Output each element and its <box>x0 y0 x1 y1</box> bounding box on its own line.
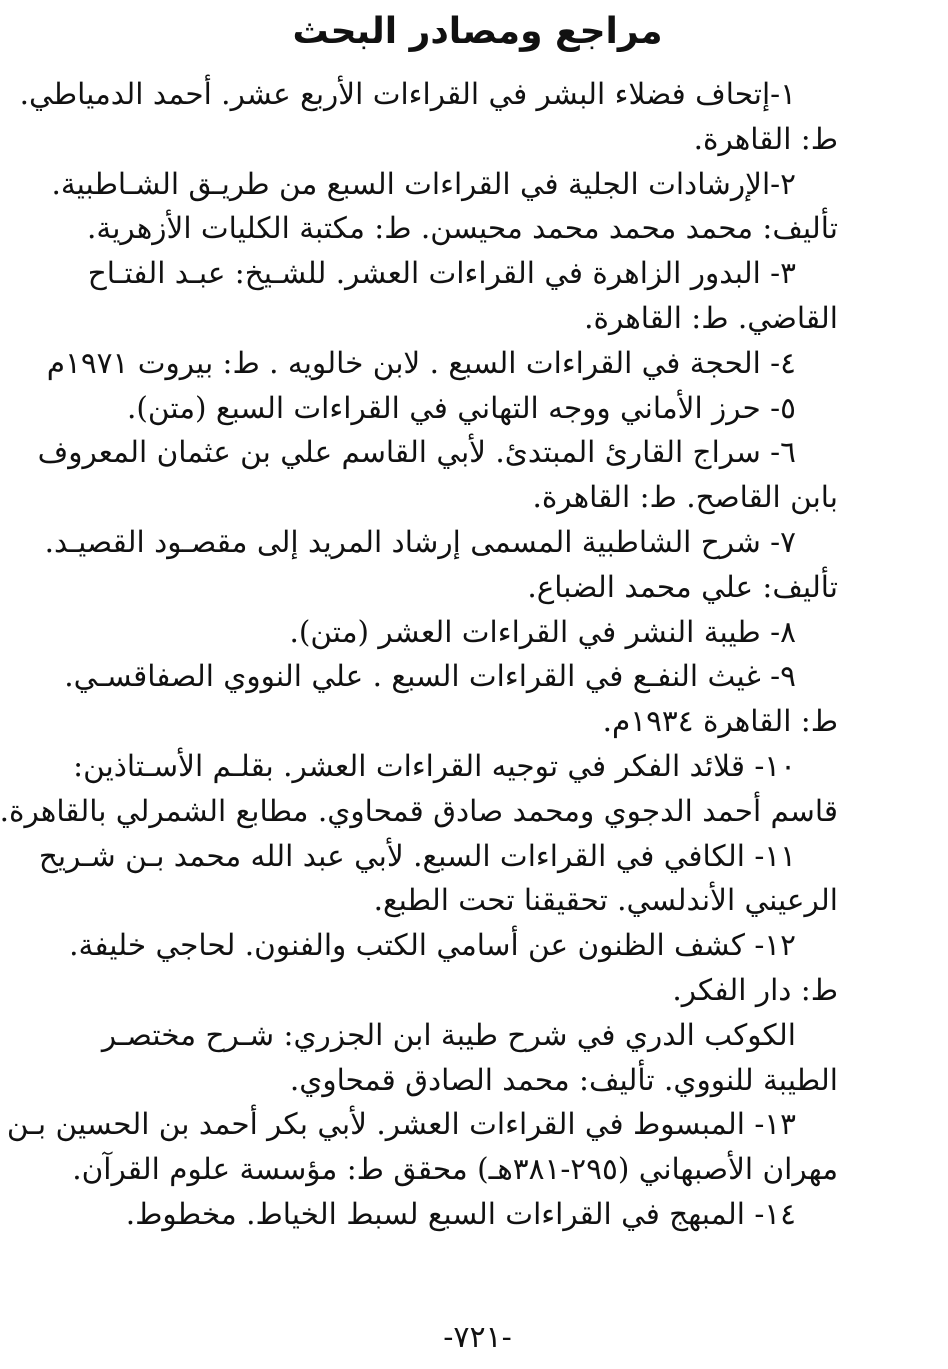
reference-line: تأليف: علي محمد الضباع. <box>527 569 838 604</box>
reference-line: الرعيني الأندلسي. تحقيقنا تحت الطبع. <box>373 883 838 918</box>
reference-line: ٥- حرز الأماني ووجه التهاني في القراءات السبع (متن). <box>127 390 796 425</box>
page-number: -٧٢١- <box>443 1320 512 1355</box>
reference-line: الكوكب الدري في شرح طيبة ابن الجزري: شـرح مختصـر <box>101 1017 796 1052</box>
reference-line: ٣- البدور الزاهرة في القراءات العشر. للشـيخ: عبـد الفتـاح <box>87 256 796 291</box>
reference-line: ١٠- قلائد الفكر في توجيه القراءات العشر. بقلـم الأسـتاذين: <box>73 748 796 783</box>
reference-line: ٨- طيبة النشر في القراءات العشر (متن). <box>289 614 796 649</box>
reference-line: ١٤- المبهج في القراءات السبع لسبط الخياط. مخطوط. <box>125 1196 796 1231</box>
references-list <box>0 72 838 1237</box>
reference-line: ط: القاهرة. <box>693 121 838 156</box>
reference-line: ١١- الكافي في القراءات السبع. لأبي عبد الله محمد بـن شـريح <box>38 838 796 873</box>
reference-line: ١٢- كشف الظنون عن أسامي الكتب والفنون. لحاجي خليفة. <box>69 928 796 963</box>
reference-line: تأليف: محمد محمد محمد محيسن. ط: مكتبة الكليات الأزهرية. <box>87 211 838 246</box>
reference-line: ٧- شرح الشاطبية المسمى إرشاد المريد إلى مقصـود القصيـد. <box>44 524 796 559</box>
reference-line: ١-إتحاف فضلاء البشر في القراءات الأربع عشر. أحمد الدمياطي. <box>19 77 796 111</box>
reference-line: ٤- الحجة في القراءات السبع . لابن خالويه . ط: بيروت ١٩٧١م <box>46 345 796 380</box>
reference-line: ١٣- المبسوط في القراءات العشر. لأبي بكر أحمد بن الحسين بـن <box>6 1107 796 1142</box>
reference-line: بابن القاصح. ط: القاهرة. <box>532 480 838 515</box>
reference-line: ٩- غيث النفـع في القراءات السبع . علي النووي الصفاقسـي. <box>64 659 796 694</box>
reference-line: مهران الأصبهاني (٢٩٥-٣٨١هـ) محقق ط: مؤسسة علوم القرآن. <box>72 1152 838 1187</box>
reference-line: ٦- سراج القارئ المبتدئ. لأبي القاسم علي بن عثمان المعروف <box>37 435 796 470</box>
reference-line: قاسم أحمد الدجوي ومحمد صادق قمحاوي. مطابع الشمرلي بالقاهرة. <box>0 793 838 828</box>
reference-line: الطيبة للنووي. تأليف: محمد الصادق قمحاوي. <box>289 1062 838 1097</box>
reference-line: ٢-الإرشادات الجلية في القراءات السبع من طريـق الشـاطبية. <box>51 166 796 201</box>
page-title: مراجع ومصادر البحث <box>292 11 663 52</box>
reference-line: ط: القاهرة ١٩٣٤م. <box>602 704 838 739</box>
reference-line: ط: دار الفكر. <box>672 972 838 1007</box>
reference-line: القاضي. ط: القاهرة. <box>584 300 838 335</box>
